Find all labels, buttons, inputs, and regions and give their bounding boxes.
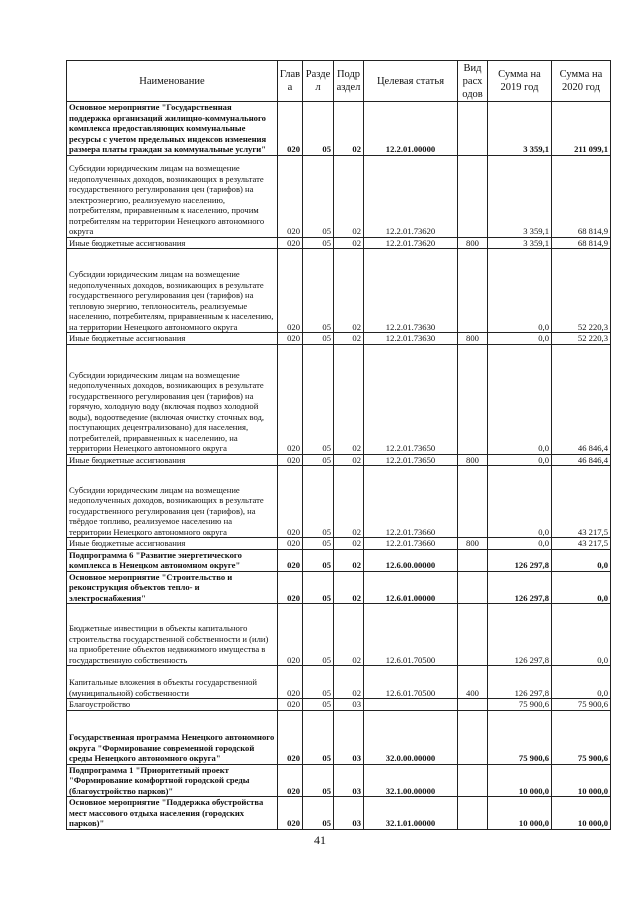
row-sum-2019: 75 900,6 xyxy=(488,699,552,711)
row-razdel: 05 xyxy=(303,764,334,797)
row-vid-rashodov: 800 xyxy=(458,333,488,345)
budget-table xyxy=(66,60,611,830)
row-vid-rashodov: 800 xyxy=(458,454,488,466)
table-row xyxy=(67,466,611,538)
row-podrazdel: 02 xyxy=(334,604,364,666)
row-vid-rashodov xyxy=(458,604,488,666)
row-glava: 020 xyxy=(278,237,303,249)
row-glava: 020 xyxy=(278,249,303,333)
row-podrazdel: 02 xyxy=(334,249,364,333)
row-sum-2019: 126 297,8 xyxy=(488,666,552,699)
row-podrazdel: 02 xyxy=(334,102,364,156)
row-razdel: 05 xyxy=(303,249,334,333)
row-name: Благоустройство xyxy=(67,699,278,711)
row-glava: 020 xyxy=(278,466,303,538)
row-razdel: 05 xyxy=(303,571,334,604)
row-razdel: 05 xyxy=(303,699,334,711)
header-razdel: Разде л xyxy=(303,61,334,102)
row-razdel: 05 xyxy=(303,549,334,571)
table-row xyxy=(67,699,611,711)
row-glava: 020 xyxy=(278,604,303,666)
row-name: Иные бюджетные ассигнования xyxy=(67,454,278,466)
row-name: Субсидии юридическим лицам на возмещение недополученных доходов, возникающих в результате государственного регулирования цен (тарифов) на тепловую энергию, теплоноситель, реализуемые населению, потребителям, приравненным к населению, на территории Ненецкого автономного округа xyxy=(67,249,278,333)
row-sum-2019: 126 297,8 xyxy=(488,571,552,604)
row-celevaya-statya: 12.2.01.73620 xyxy=(364,237,458,249)
row-podrazdel: 02 xyxy=(334,237,364,249)
table-row xyxy=(67,333,611,345)
row-sum-2019: 0,0 xyxy=(488,466,552,538)
row-razdel: 05 xyxy=(303,666,334,699)
row-vid-rashodov: 800 xyxy=(458,237,488,249)
row-celevaya-statya: 12.2.01.73630 xyxy=(364,249,458,333)
row-razdel: 05 xyxy=(303,237,334,249)
row-podrazdel: 03 xyxy=(334,699,364,711)
row-razdel: 05 xyxy=(303,538,334,550)
row-celevaya-statya: 12.2.01.73620 xyxy=(364,155,458,237)
row-sum-2019: 126 297,8 xyxy=(488,549,552,571)
row-podrazdel: 02 xyxy=(334,538,364,550)
row-name: Бюджетные инвестиции в объекты капитального строительства государственной собственности и (или) на приобретение объектов недвижимого имущества в государственную собственность xyxy=(67,604,278,666)
row-podrazdel: 03 xyxy=(334,764,364,797)
row-celevaya-statya: 12.6.00.00000 xyxy=(364,549,458,571)
row-name: Иные бюджетные ассигнования xyxy=(67,538,278,550)
row-razdel: 05 xyxy=(303,333,334,345)
row-name: Государственная программа Ненецкого автономного округа "Формирование современной городской среды Ненецкого автономного округа" xyxy=(67,710,278,764)
table-row xyxy=(67,102,611,156)
row-vid-rashodov xyxy=(458,249,488,333)
row-sum-2020: 46 846,4 xyxy=(552,454,611,466)
row-podrazdel: 03 xyxy=(334,797,364,830)
row-name: Иные бюджетные ассигнования xyxy=(67,333,278,345)
row-vid-rashodov xyxy=(458,797,488,830)
row-vid-rashodov xyxy=(458,764,488,797)
row-glava: 020 xyxy=(278,454,303,466)
row-sum-2020: 10 000,0 xyxy=(552,797,611,830)
row-vid-rashodov: 400 xyxy=(458,666,488,699)
row-glava: 020 xyxy=(278,764,303,797)
row-sum-2020: 75 900,6 xyxy=(552,710,611,764)
table-row xyxy=(67,764,611,797)
row-sum-2019: 0,0 xyxy=(488,344,552,454)
row-glava: 020 xyxy=(278,710,303,764)
row-celevaya-statya: 12.6.01.00000 xyxy=(364,571,458,604)
row-podrazdel: 02 xyxy=(334,454,364,466)
row-podrazdel: 02 xyxy=(334,466,364,538)
row-razdel: 05 xyxy=(303,102,334,156)
page-number: 41 xyxy=(314,833,326,847)
row-podrazdel: 02 xyxy=(334,549,364,571)
row-sum-2020: 43 217,5 xyxy=(552,466,611,538)
row-celevaya-statya: 12.2.01.00000 xyxy=(364,102,458,156)
row-celevaya-statya: 12.2.01.73650 xyxy=(364,454,458,466)
row-sum-2020: 68 814,9 xyxy=(552,155,611,237)
header-vid-rashodov: Вид расх одов xyxy=(458,61,488,102)
row-vid-rashodov: 800 xyxy=(458,538,488,550)
row-sum-2019: 0,0 xyxy=(488,538,552,550)
table-body xyxy=(67,102,611,830)
row-glava: 020 xyxy=(278,155,303,237)
row-razdel: 05 xyxy=(303,604,334,666)
row-sum-2019: 3 359,1 xyxy=(488,237,552,249)
header-name: Наименование xyxy=(67,61,278,102)
row-vid-rashodov xyxy=(458,344,488,454)
table-row xyxy=(67,155,611,237)
row-vid-rashodov xyxy=(458,102,488,156)
table-row xyxy=(67,666,611,699)
row-sum-2019: 3 359,1 xyxy=(488,102,552,156)
row-glava: 020 xyxy=(278,549,303,571)
row-sum-2019: 10 000,0 xyxy=(488,797,552,830)
row-sum-2020: 0,0 xyxy=(552,571,611,604)
row-celevaya-statya: 12.2.01.73650 xyxy=(364,344,458,454)
row-name: Субсидии юридическим лицам на возмещение недополученных доходов, возникающих в результате государственного регулирования цен (тарифов) на горячую, холодную воду (включая подвоз холодной воды), водоотведение (включая очистку сточных вод, поступающих децентрализовано) для населения, потребителей, приравненных к населению, на территории Ненецкого автономного округа xyxy=(67,344,278,454)
row-sum-2020: 52 220,3 xyxy=(552,249,611,333)
row-name: Основное мероприятие "Строительство и реконструкция объектов тепло- и электроснабжения" xyxy=(67,571,278,604)
row-podrazdel: 02 xyxy=(334,344,364,454)
row-celevaya-statya: 32.1.00.00000 xyxy=(364,764,458,797)
row-vid-rashodov xyxy=(458,710,488,764)
row-razdel: 05 xyxy=(303,344,334,454)
row-sum-2020: 10 000,0 xyxy=(552,764,611,797)
header-glava: Глав а xyxy=(278,61,303,102)
row-name: Иные бюджетные ассигнования xyxy=(67,237,278,249)
row-sum-2019: 10 000,0 xyxy=(488,764,552,797)
row-sum-2020: 68 814,9 xyxy=(552,237,611,249)
table-row xyxy=(67,797,611,830)
row-glava: 020 xyxy=(278,666,303,699)
row-sum-2020: 52 220,3 xyxy=(552,333,611,345)
row-sum-2019: 0,0 xyxy=(488,249,552,333)
table-row xyxy=(67,538,611,550)
row-celevaya-statya: 12.6.01.70500 xyxy=(364,666,458,699)
row-celevaya-statya: 12.6.01.70500 xyxy=(364,604,458,666)
table-row xyxy=(67,237,611,249)
row-sum-2020: 75 900,6 xyxy=(552,699,611,711)
row-podrazdel: 02 xyxy=(334,571,364,604)
row-glava: 020 xyxy=(278,538,303,550)
row-razdel: 05 xyxy=(303,454,334,466)
row-razdel: 05 xyxy=(303,466,334,538)
row-glava: 020 xyxy=(278,571,303,604)
header-podrazdel: Подр аздел xyxy=(334,61,364,102)
row-sum-2020: 43 217,5 xyxy=(552,538,611,550)
row-vid-rashodov xyxy=(458,549,488,571)
row-name: Капитальные вложения в объекты государственной (муниципальной) собственности xyxy=(67,666,278,699)
row-vid-rashodov xyxy=(458,155,488,237)
row-name: Субсидии юридическим лицам на возмещение недополученных доходов, возникающих в результате государственного регулирования цен (тарифов), на твёрдое топливо, реализуемое населению на территории Ненецкого автономного округа xyxy=(67,466,278,538)
row-name: Подпрограмма 1 "Приоритетный проект "Формирование комфортной городской среды (благоустройство парков)" xyxy=(67,764,278,797)
row-glava: 020 xyxy=(278,333,303,345)
table-row xyxy=(67,571,611,604)
row-podrazdel: 03 xyxy=(334,710,364,764)
row-celevaya-statya: 32.0.00.00000 xyxy=(364,710,458,764)
row-razdel: 05 xyxy=(303,797,334,830)
row-celevaya-statya: 12.2.01.73660 xyxy=(364,466,458,538)
table-row xyxy=(67,454,611,466)
row-sum-2019: 3 359,1 xyxy=(488,155,552,237)
row-name: Подпрограмма 6 "Развитие энергетического комплекса в Ненецком автономном округе" xyxy=(67,549,278,571)
row-vid-rashodov xyxy=(458,699,488,711)
table-row xyxy=(67,710,611,764)
row-glava: 020 xyxy=(278,102,303,156)
row-name: Основное мероприятие "Поддержка обустройства мест массового отдыха населения (городских парков)" xyxy=(67,797,278,830)
row-celevaya-statya: 12.2.01.73660 xyxy=(364,538,458,550)
row-sum-2020: 0,0 xyxy=(552,666,611,699)
row-sum-2019: 75 900,6 xyxy=(488,710,552,764)
row-sum-2020: 0,0 xyxy=(552,604,611,666)
row-podrazdel: 02 xyxy=(334,666,364,699)
header-celevaya-statya: Целевая статья xyxy=(364,61,458,102)
row-name: Основное мероприятие "Государственная поддержка организаций жилищно-коммунального комплекса предоставляющих коммунальные ресурсы с учетом предельных индексов изменения размера платы граждан за коммунальные услуги" xyxy=(67,102,278,156)
table-row xyxy=(67,604,611,666)
row-podrazdel: 02 xyxy=(334,155,364,237)
row-sum-2019: 126 297,8 xyxy=(488,604,552,666)
table-row xyxy=(67,249,611,333)
row-vid-rashodov xyxy=(458,571,488,604)
row-name: Субсидии юридическим лицам на возмещение недополученных доходов, возникающих в результате государственного регулирования цен (тарифов) на электроэнергию, реализуемую населению, потребителям, приравненным к населению, прочим потребителям на территории Ненецкого автономного округа xyxy=(67,155,278,237)
row-celevaya-statya: 32.1.01.00000 xyxy=(364,797,458,830)
row-sum-2020: 211 099,1 xyxy=(552,102,611,156)
row-sum-2019: 0,0 xyxy=(488,333,552,345)
row-sum-2020: 46 846,4 xyxy=(552,344,611,454)
row-sum-2020: 0,0 xyxy=(552,549,611,571)
header-sum-2019: Сумма на 2019 год xyxy=(488,61,552,102)
row-glava: 020 xyxy=(278,699,303,711)
row-glava: 020 xyxy=(278,797,303,830)
table-header-row xyxy=(67,61,611,102)
table-row xyxy=(67,344,611,454)
row-sum-2019: 0,0 xyxy=(488,454,552,466)
row-vid-rashodov xyxy=(458,466,488,538)
header-sum-2020: Сумма на 2020 год xyxy=(552,61,611,102)
row-podrazdel: 02 xyxy=(334,333,364,345)
row-celevaya-statya: 12.2.01.73630 xyxy=(364,333,458,345)
table-row xyxy=(67,549,611,571)
row-celevaya-statya xyxy=(364,699,458,711)
row-glava: 020 xyxy=(278,344,303,454)
row-razdel: 05 xyxy=(303,710,334,764)
row-razdel: 05 xyxy=(303,155,334,237)
